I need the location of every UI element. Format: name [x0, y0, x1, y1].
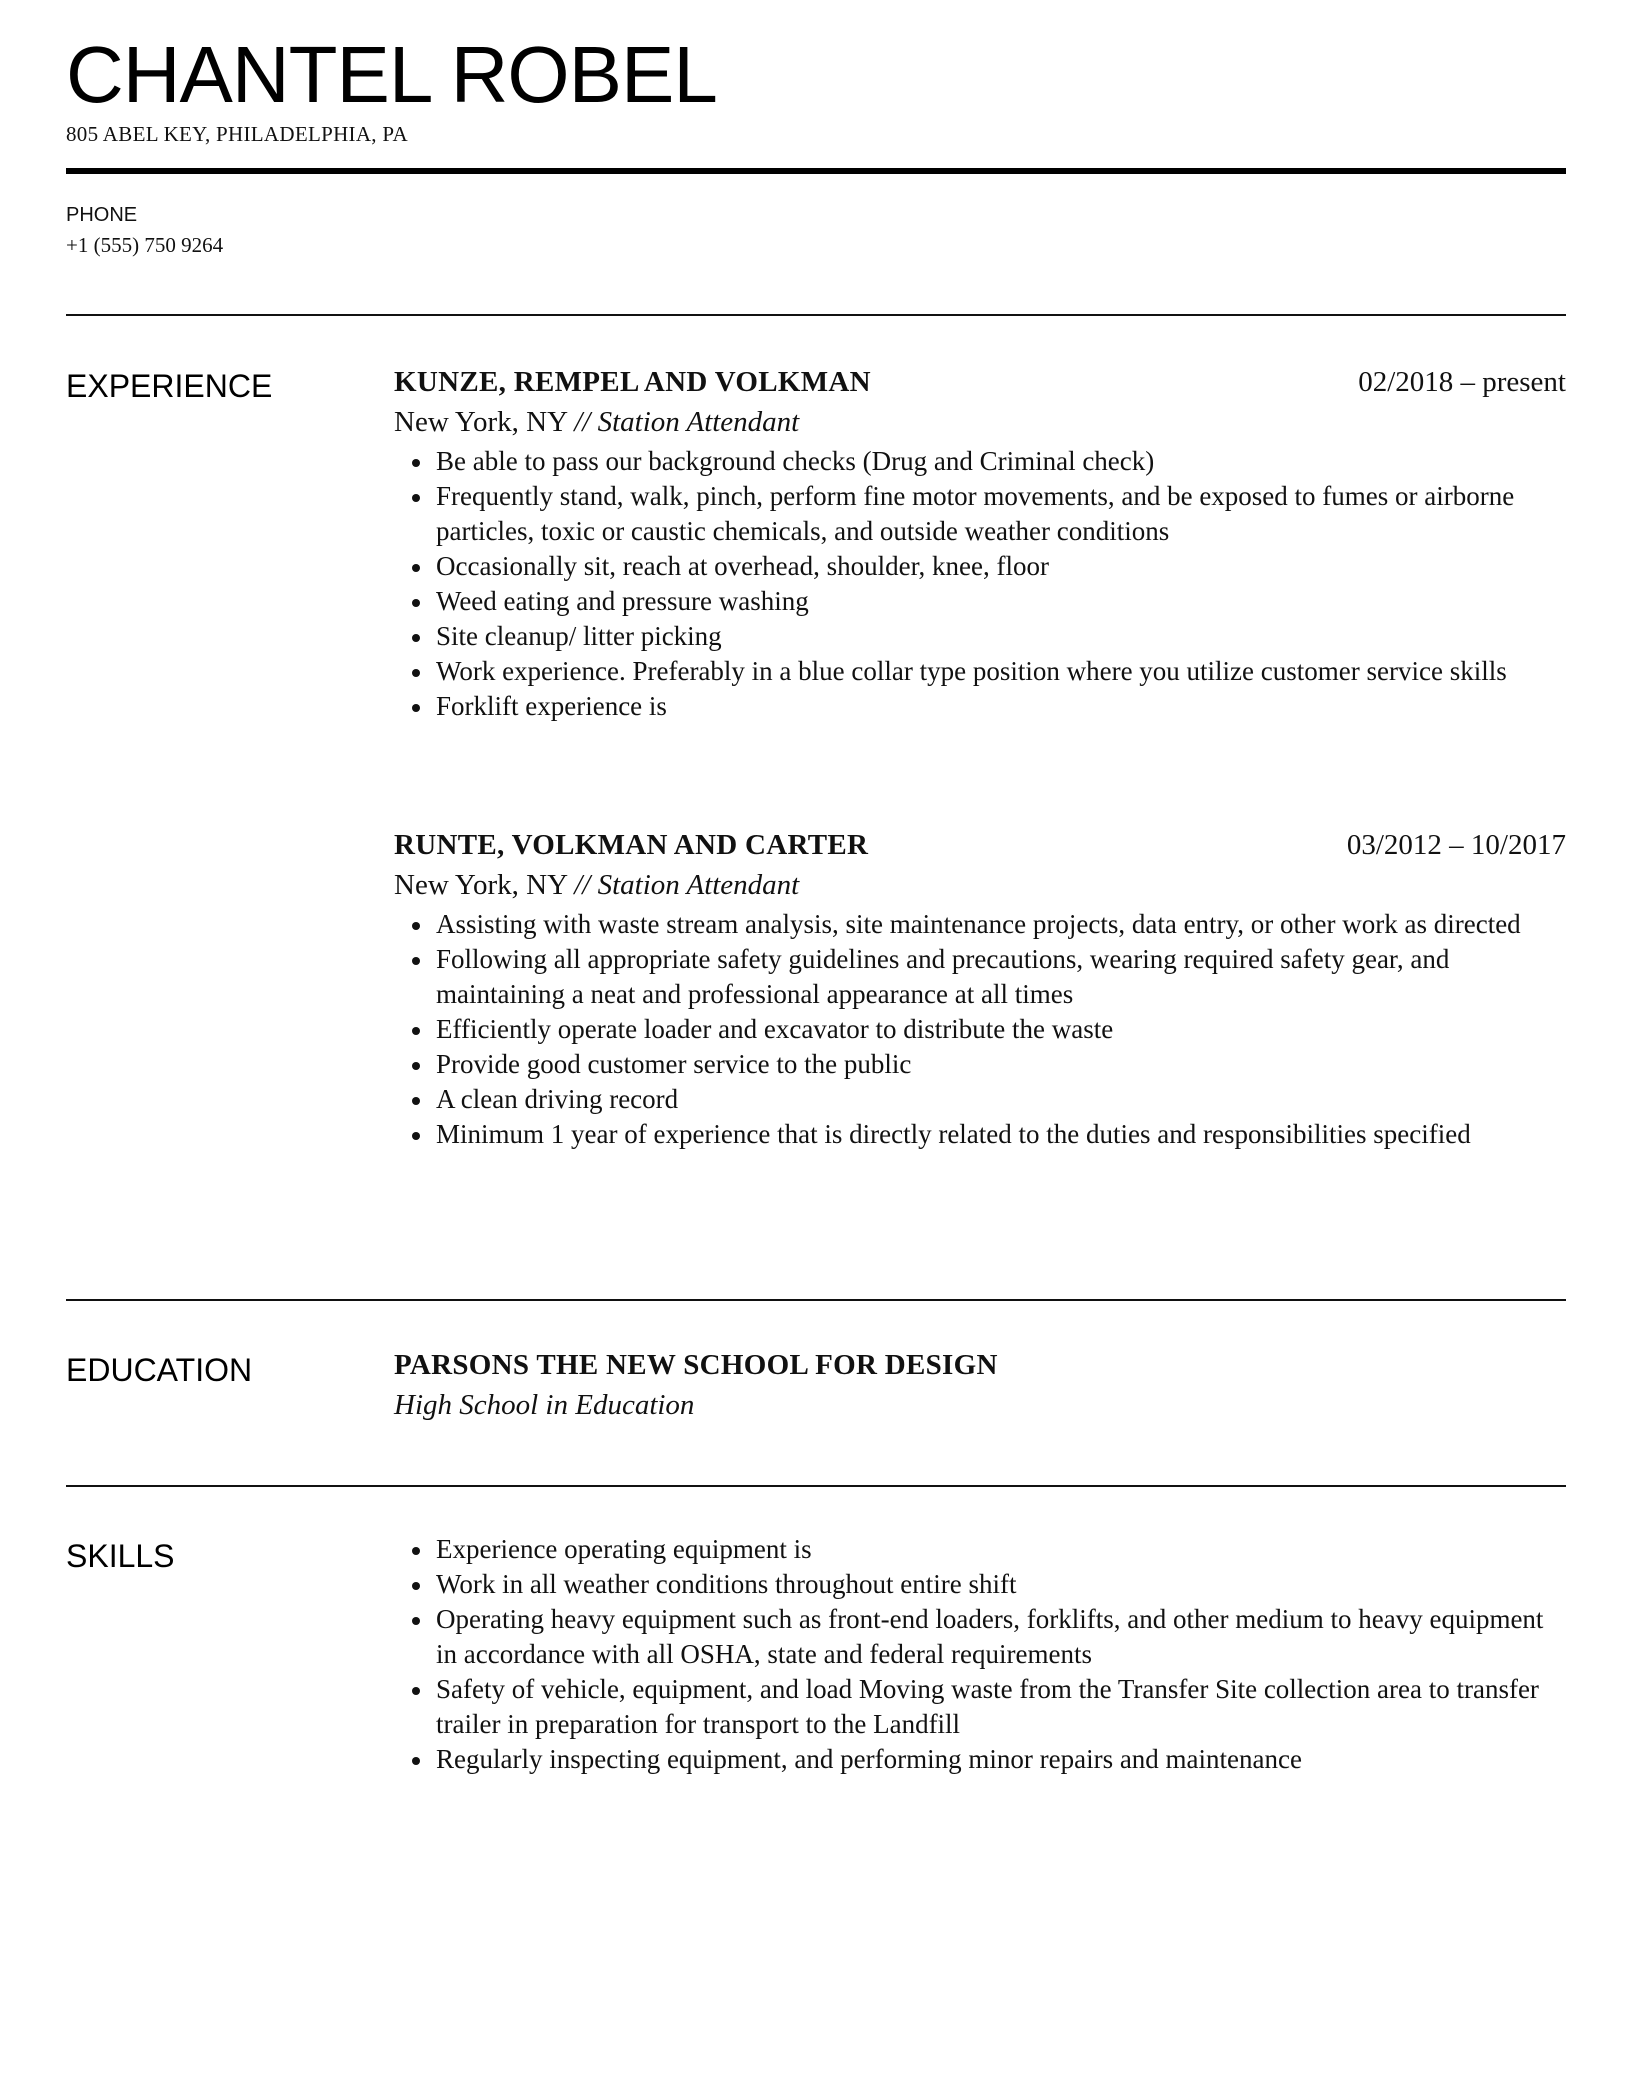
phone-label: PHONE [66, 204, 138, 226]
candidate-name: CHANTEL ROBEL [66, 30, 717, 119]
job-entry [394, 362, 1566, 724]
job-duties [394, 444, 1566, 724]
education-heading: EDUCATION [66, 1352, 253, 1388]
job-role: Station Attendant [597, 869, 800, 901]
job-subline [394, 865, 1566, 905]
list-item: Operating heavy equipment such as front-end loaders, forklifts, and other medium to heavy equipment in accordance with all OSHA, state and federal requirements [436, 1602, 1566, 1672]
job-location: New York, NY [394, 869, 567, 901]
job-dates: 02/2018 – present [1358, 366, 1566, 398]
list-item: Occasionally sit, reach at overhead, shoulder, knee, floor [436, 549, 1566, 584]
job-separator: // [574, 869, 591, 901]
experience-heading: EXPERIENCE [66, 368, 273, 404]
education-entry [394, 1345, 1566, 1425]
list-item: Regularly inspecting equipment, and performing minor repairs and maintenance [436, 1742, 1566, 1777]
phone-number: +1 (555) 750 9264 [66, 233, 224, 257]
section-divider [66, 1485, 1566, 1487]
job-dates: 03/2012 – 10/2017 [1346, 829, 1566, 861]
job-subline [394, 402, 1566, 442]
list-item: Frequently stand, walk, pinch, perform fine motor movements, and be exposed to fumes or airborne particles, toxic or caustic chemicals, and outside weather conditions [436, 479, 1566, 549]
section-divider [66, 1299, 1566, 1301]
job-location: New York, NY [394, 406, 567, 438]
list-item: Efficiently operate loader and excavator to distribute the waste [436, 1012, 1566, 1047]
list-item: Minimum 1 year of experience that is directly related to the duties and responsibilities specified [436, 1117, 1566, 1152]
list-item: Provide good customer service to the public [436, 1047, 1566, 1082]
company-name: KUNZE, REMPEL AND VOLKMAN [394, 366, 871, 398]
skills-list [394, 1532, 1566, 1777]
list-item: Assisting with waste stream analysis, site maintenance projects, data entry, or other work as directed [436, 907, 1566, 942]
degree: High School in Education [394, 1389, 695, 1421]
job-header [394, 825, 1566, 865]
school-name: PARSONS THE NEW SCHOOL FOR DESIGN [394, 1349, 998, 1381]
job-role: Station Attendant [597, 406, 800, 438]
list-item: Forklift experience is [436, 689, 1566, 724]
list-item: Be able to pass our background checks (Drug and Criminal check) [436, 444, 1566, 479]
list-item: Following all appropriate safety guidelines and precautions, wearing required safety gear, and maintaining a neat and professional appearance at all times [436, 942, 1566, 1012]
skills-heading: SKILLS [66, 1538, 175, 1574]
header-divider [66, 168, 1566, 174]
list-item: Safety of vehicle, equipment, and load Moving waste from the Transfer Site collection area to transfer trailer in preparation for transport to the Landfill [436, 1672, 1566, 1742]
skills-list-container [394, 1532, 1566, 1777]
job-separator: // [574, 406, 591, 438]
address: 805 ABEL KEY, PHILADELPHIA, PA [66, 122, 408, 146]
job-entry [394, 825, 1566, 1152]
company-name: RUNTE, VOLKMAN AND CARTER [394, 829, 869, 861]
list-item: Work experience. Preferably in a blue collar type position where you utilize customer service skills [436, 654, 1566, 689]
list-item: A clean driving record [436, 1082, 1566, 1117]
list-item: Work in all weather conditions throughout entire shift [436, 1567, 1566, 1602]
list-item: Site cleanup/ litter picking [436, 619, 1566, 654]
section-divider [66, 314, 1566, 316]
job-header [394, 362, 1566, 402]
job-duties [394, 907, 1566, 1152]
list-item: Weed eating and pressure washing [436, 584, 1566, 619]
list-item: Experience operating equipment is [436, 1532, 1566, 1567]
